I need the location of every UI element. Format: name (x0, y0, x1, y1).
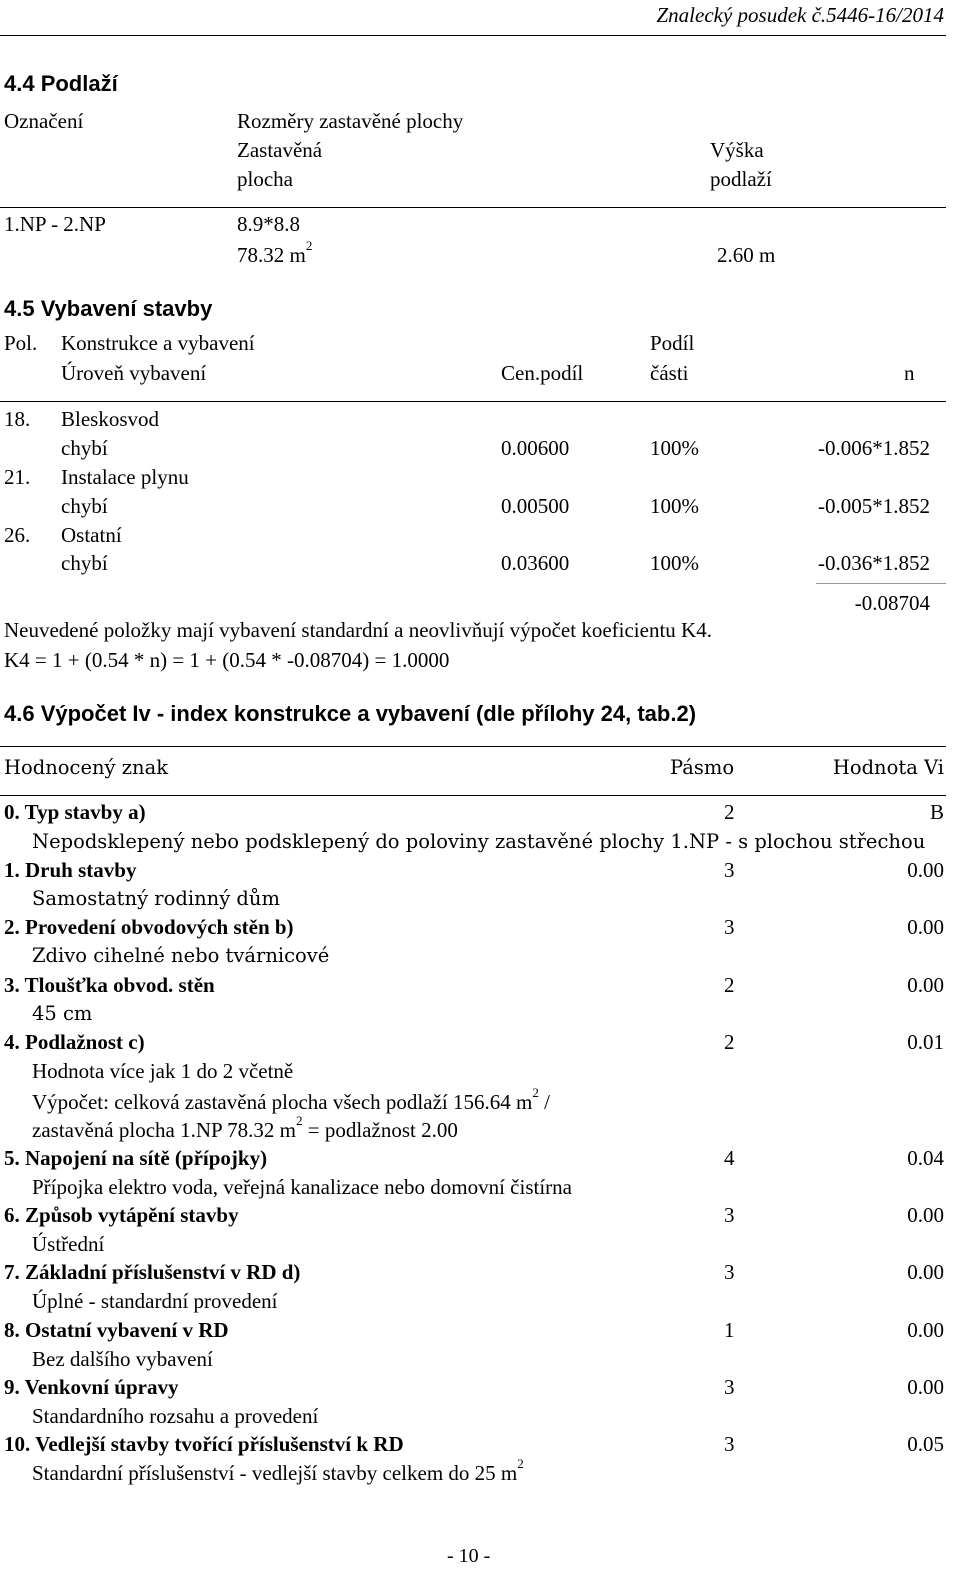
index-top-rule (0, 746, 946, 747)
section-heading-equipment: 4.5 Vybavení stavby (4, 296, 213, 321)
index-row-value: 0.00 (907, 973, 944, 997)
equip-col-share: Cen.podíl (501, 361, 584, 385)
equip-col-pol: Pol. (4, 331, 38, 355)
floors-col-area-1: Zastavěná (237, 138, 323, 162)
floors-col-area-2: plocha (237, 167, 293, 191)
floors-row-label: 1.NP - 2.NP (4, 212, 106, 236)
document-header-title: Znalecký posudek č.5446-16/2014 (656, 3, 944, 27)
equip-col-part-1: Podíl (650, 331, 695, 355)
equip-item-number: 21. (4, 465, 31, 489)
equip-item-part: 100% (650, 551, 699, 575)
index-row-band: 3 (724, 1260, 735, 1284)
equip-total: -0.08704 (854, 591, 930, 615)
index-header-rule (0, 795, 946, 796)
equip-note: Neuvedené položky mají vybavení standardní a neovlivňují výpočet koeficientu K4. (4, 618, 712, 642)
equip-col-n: n (904, 361, 915, 385)
floors-col-label: Označení (4, 109, 84, 133)
index-row-value: 0.00 (907, 858, 944, 882)
equip-header-rule (0, 401, 946, 402)
equip-col-part-2: části (650, 361, 689, 385)
equip-item-share: 0.00600 (501, 436, 570, 460)
equip-k4-formula: K4 = 1 + (0.54 * n) = 1 + (0.54 * -0.08704) = 1.0000 (4, 648, 450, 672)
index-row-value: 0.00 (907, 1375, 944, 1399)
index-row-band: 3 (724, 1203, 735, 1227)
equip-item-number: 26. (4, 523, 31, 547)
index-col-sign: Hodnocený znak (4, 756, 169, 779)
index-row-band: 1 (724, 1318, 735, 1342)
index-row-title: 7. Základní příslušenství v RD d) (4, 1260, 301, 1284)
index-row-title: 10. Vedlejší stavby tvořící příslušenství k RD (4, 1432, 404, 1456)
index-row-desc: Přípojka elektro voda, veřejná kanalizace nebo domovní čistírna (32, 1175, 572, 1199)
index-row-desc: Hodnota více jak 1 do 2 včetně (32, 1059, 294, 1083)
index-row-band: 2 (724, 1030, 735, 1054)
section-heading-floors: 4.4 Podlaží (4, 71, 118, 96)
equip-item-name: Ostatní (61, 523, 122, 547)
equip-item-name: Bleskosvod (61, 407, 160, 431)
index-col-band: Pásmo (670, 756, 735, 779)
index-row-desc: Zdivo cihelné nebo tvárnicové (32, 944, 330, 967)
floors-col-height-2: podlaží (710, 167, 772, 191)
floors-col-dims: Rozměry zastavěné plochy (237, 109, 464, 133)
floors-row-height: 2.60 m (717, 243, 776, 267)
index-row-value: 0.00 (907, 1318, 944, 1342)
equip-item-level: chybí (61, 436, 108, 460)
floors-col-height-1: Výška (710, 138, 764, 162)
index-row-desc: Standardní příslušenství - vedlejší stavby celkem do 25 $m^2$ (32, 1456, 524, 1485)
page-number: - 10 - (447, 1545, 491, 1567)
index-row-title: 5. Napojení na sítě (přípojky) (4, 1146, 268, 1170)
index-row-band: 3 (724, 915, 735, 939)
equip-item-name: Instalace plynu (61, 465, 189, 489)
index-row-desc: Samostatný rodinný dům (32, 887, 280, 910)
equip-item-part: 100% (650, 494, 699, 518)
index-row-band: 2 (724, 973, 735, 997)
podlaznost-calculation-line-1: Výpočet: celková zastavěná plocha všech podlaží 156.64 $m^2$ / (32, 1085, 550, 1114)
index-row-title: 9. Venkovní úpravy (4, 1375, 179, 1399)
equip-item-n: -0.036*1.852 (818, 551, 930, 575)
index-row-title: 0. Typ stavby a) (4, 800, 146, 824)
index-row-desc: Ústřední (32, 1232, 105, 1256)
header-divider (0, 35, 946, 36)
index-row-title: 8. Ostatní vybavení v RD (4, 1318, 229, 1342)
equip-item-share: 0.03600 (501, 551, 570, 575)
index-row-title: 1. Druh stavby (4, 858, 137, 882)
equip-item-share: 0.00500 (501, 494, 570, 518)
index-row-desc: Nepodsklepený nebo podsklepený do poloviny zastavěné plochy 1.NP - s plochou střechou (32, 830, 926, 853)
floors-row-area: 78.32 $m^2$ (237, 238, 313, 267)
equip-item-level: chybí (61, 551, 108, 575)
section-heading-index: 4.6 Výpočet Iv - index konstrukce a vybavení (dle přílohy 24, tab.2) (4, 701, 697, 726)
index-row-desc: Úplné - standardní provedení (32, 1289, 278, 1313)
equip-col-level: Úroveň vybavení (61, 361, 207, 385)
floors-row-dims: 8.9*8.8 (237, 212, 300, 236)
index-row-title: 3. Tloušťka obvod. stěn (4, 973, 215, 997)
index-row-title: 4. Podlažnost c) (4, 1030, 145, 1054)
index-row-desc: 45 cm (32, 1002, 93, 1025)
index-row-desc: Standardního rozsahu a provedení (32, 1404, 319, 1428)
equip-item-part: 100% (650, 436, 699, 460)
index-row-value: 0.00 (907, 1260, 944, 1284)
index-row-desc: Bez dalšího vybavení (32, 1347, 213, 1371)
equip-item-level: chybí (61, 494, 108, 518)
equip-item-number: 18. (4, 407, 31, 431)
index-row-band: 3 (724, 1375, 735, 1399)
index-row-value: 0.00 (907, 1203, 944, 1227)
index-row-value: 0.04 (907, 1146, 944, 1170)
equip-item-n: -0.006*1.852 (818, 436, 930, 460)
index-row-band: 4 (724, 1146, 735, 1170)
index-row-title: 2. Provedení obvodových stěn b) (4, 915, 294, 939)
equip-col-construction: Konstrukce a vybavení (61, 331, 255, 355)
equip-sum-rule (816, 583, 946, 584)
index-row-title: 6. Způsob vytápění stavby (4, 1203, 239, 1227)
index-row-value: 0.05 (907, 1432, 944, 1456)
floors-header-rule (0, 207, 946, 208)
index-col-value: Hodnota Vi (832, 756, 944, 779)
index-row-value: B (929, 800, 944, 824)
index-row-band: 2 (724, 800, 735, 824)
podlaznost-calculation-line-2: zastavěná plocha 1.NP 78.32 $m^2$ = podlažnost 2.00 (32, 1113, 458, 1142)
index-row-value: 0.00 (907, 915, 944, 939)
equip-item-n: -0.005*1.852 (818, 494, 930, 518)
index-row-band: 3 (724, 858, 735, 882)
index-row-value: 0.01 (907, 1030, 944, 1054)
index-row-band: 3 (724, 1432, 735, 1456)
